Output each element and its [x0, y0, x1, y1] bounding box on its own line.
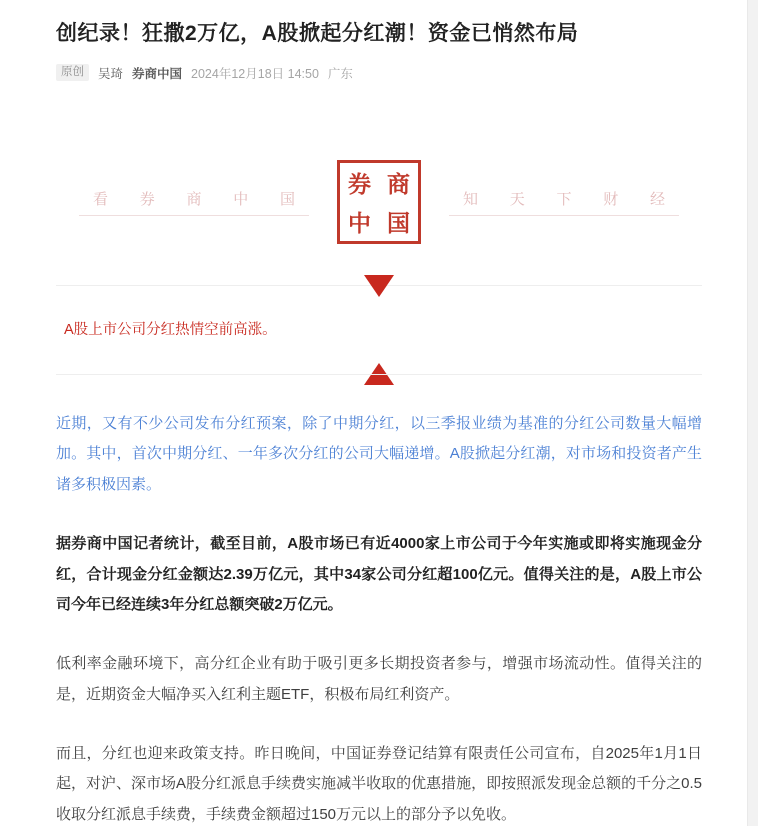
source-name[interactable]: 券商中国	[132, 66, 183, 81]
page-title: 创纪录！狂撒2万亿，A股掀起分红潮！资金已悄然布局	[56, 22, 579, 45]
callout-text: A股上市公司分红热情空前高涨。	[64, 321, 277, 338]
paragraph-2: 据券商中国记者统计，截至目前，A股市场已有近4000家上市公司于今年实施或即将实施现金分红，合计现金分红金额达2.39万亿元，其中34家公司分红超100亿元。值得关注的是，A股上市公司今年已经连续3年分红总额突破2万亿元。	[56, 534, 702, 614]
paragraph-1: 近期，又有不少公司发布分红预案，除了中期分红，以三季报业绩为基准的分红公司数量大幅增加。其中，首次中期分红、一年多次分红的公司大幅递增。A股掀起分红潮，对市场和投资者产生诸多积极因素。	[56, 414, 702, 494]
seal-char-1: 券	[348, 171, 371, 197]
seal-char-4: 国	[387, 210, 410, 236]
seal-char-3: 中	[348, 210, 371, 236]
brand-banner	[56, 124, 702, 259]
author-name[interactable]: 吴琦	[98, 66, 124, 81]
page-scrollbar-rail[interactable]	[747, 0, 758, 826]
seal-char-2: 商	[387, 171, 410, 197]
callout-block	[56, 285, 702, 375]
original-badge: 原创	[56, 64, 89, 82]
publish-datetime: 2024年12月18日 14:50	[191, 66, 319, 81]
article-body	[56, 409, 702, 831]
callout-bottom-rule	[56, 374, 702, 375]
brand-seal-icon	[337, 160, 421, 244]
article-meta	[56, 64, 702, 82]
banner-left-text: 看 券 商 中 国	[79, 188, 309, 216]
paragraph-4: 而且，分红也迎来政策支持。昨日晚间，中国证券登记结算有限责任公司宣布，自2025年1月1日起，对沪、深市场A股分红派息手续费实施减半收取的优惠措施，即按照派发现金总额的千分之0.5收取分红派息手续费，手续费金额超过150万元以上的部分予以免收。	[56, 744, 702, 824]
publish-location: 广东	[327, 66, 353, 81]
triangle-down-icon	[364, 275, 394, 297]
banner-right-text: 知 天 下 财 经	[449, 188, 679, 216]
paragraph-3: 低利率金融环境下，高分红企业有助于吸引更多长期投资者参与，增强市场流动性。值得关注的是，近期资金大幅净买入红利主题ETF，积极布局红利资产。	[56, 655, 702, 703]
